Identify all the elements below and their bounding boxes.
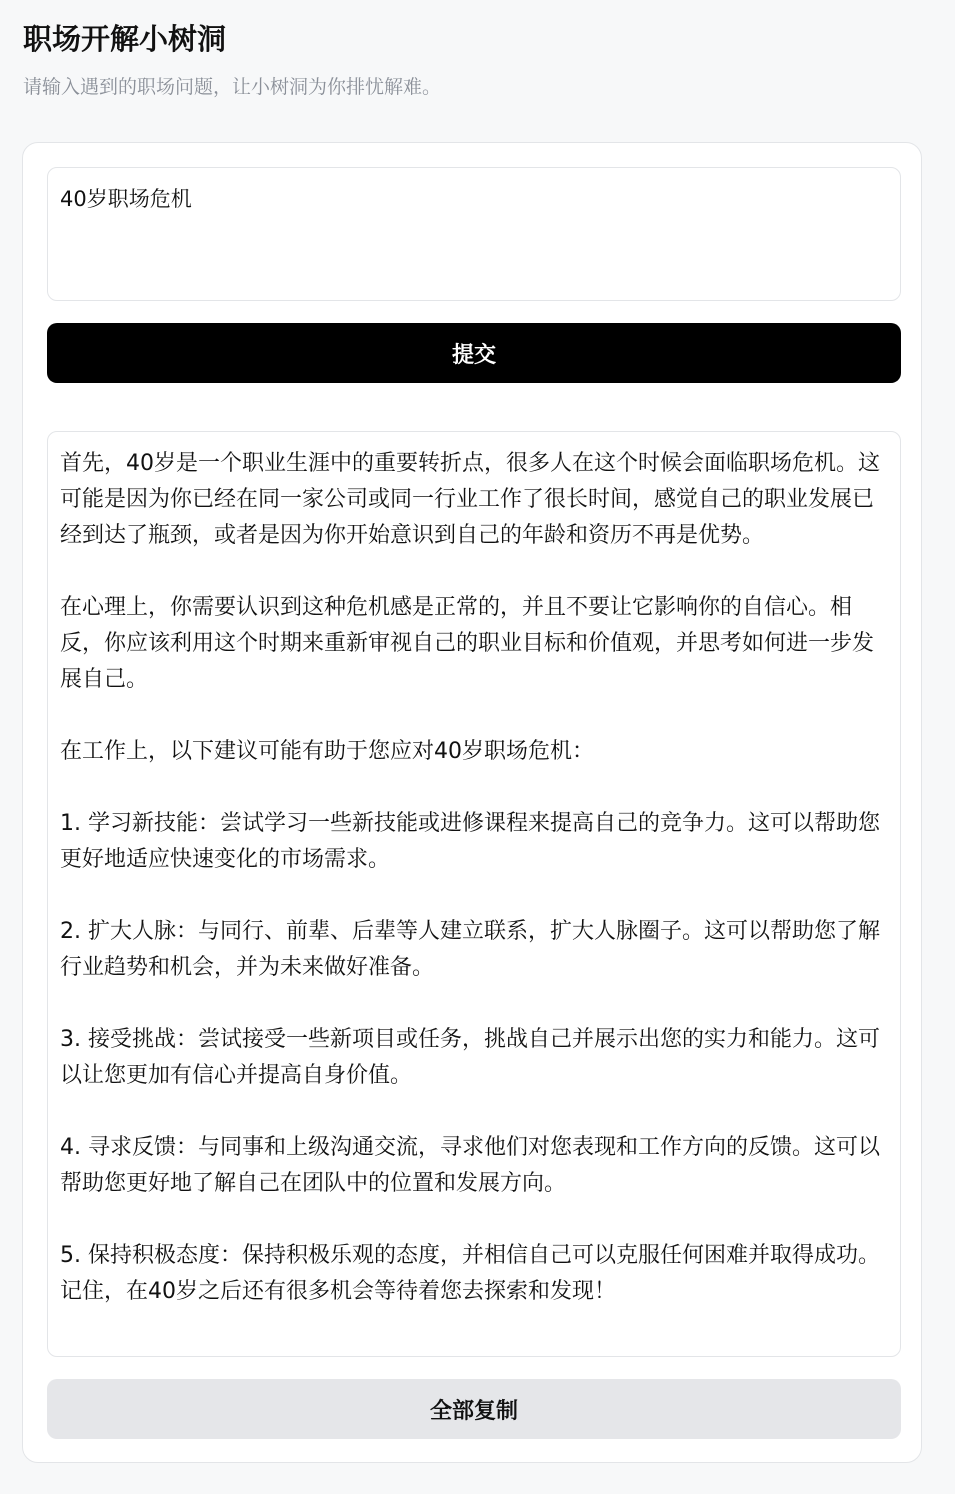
answer-paragraph: 4. 寻求反馈：与同事和上级沟通交流，寻求他们对您表现和工作方向的反馈。这可以帮助您更好地了解自己在团队中的位置和发展方向。 bbox=[60, 1135, 880, 1196]
answer-paragraph: 在心理上，你需要认识到这种危机感是正常的，并且不要让它影响你的自信心。相反，你应该利用这个时期来重新审视自己的职业目标和价值观，并思考如何进一步发展自己。 bbox=[60, 595, 875, 692]
main-card bbox=[22, 142, 922, 1463]
answer-paragraph: 首先，40岁是一个职业生涯中的重要转折点，很多人在这个时候会面临职场危机。这可能是因为你已经在同一家公司或同一行业工作了很长时间，感觉自己的职业发展已经到达了瓶颈，或者是因为你开始意识到自己的年龄和资历不再是优势。 bbox=[60, 451, 880, 548]
answer-paragraph: 3. 接受挑战：尝试接受一些新项目或任务，挑战自己并展示出您的实力和能力。这可以让您更加有信心并提高自身价值。 bbox=[60, 1027, 880, 1088]
answer-paragraph: 在工作上，以下建议可能有助于您应对40岁职场危机： bbox=[60, 739, 594, 764]
submit-button[interactable]: 提交 bbox=[47, 323, 901, 383]
answer-paragraph: 1. 学习新技能：尝试学习一些新技能或进修课程来提高自己的竞争力。这可以帮助您更好地适应快速变化的市场需求。 bbox=[60, 811, 880, 872]
question-input[interactable] bbox=[47, 167, 901, 301]
page-title: 职场开解小树洞 bbox=[23, 22, 227, 56]
answer-output bbox=[47, 431, 901, 1357]
answer-paragraph: 2. 扩大人脉：与同行、前辈、后辈等人建立联系，扩大人脉圈子。这可以帮助您了解行业趋势和机会，并为未来做好准备。 bbox=[60, 919, 880, 980]
page-subtitle: 请输入遇到的职场问题，让小树洞为你排忧解难。 bbox=[23, 76, 442, 98]
answer-paragraph: 5. 保持积极态度：保持积极乐观的态度，并相信自己可以克服任何困难并取得成功。记住，在40岁之后还有很多机会等待着您去探索和发现！ bbox=[60, 1243, 880, 1304]
copy-all-button[interactable]: 全部复制 bbox=[47, 1379, 901, 1439]
